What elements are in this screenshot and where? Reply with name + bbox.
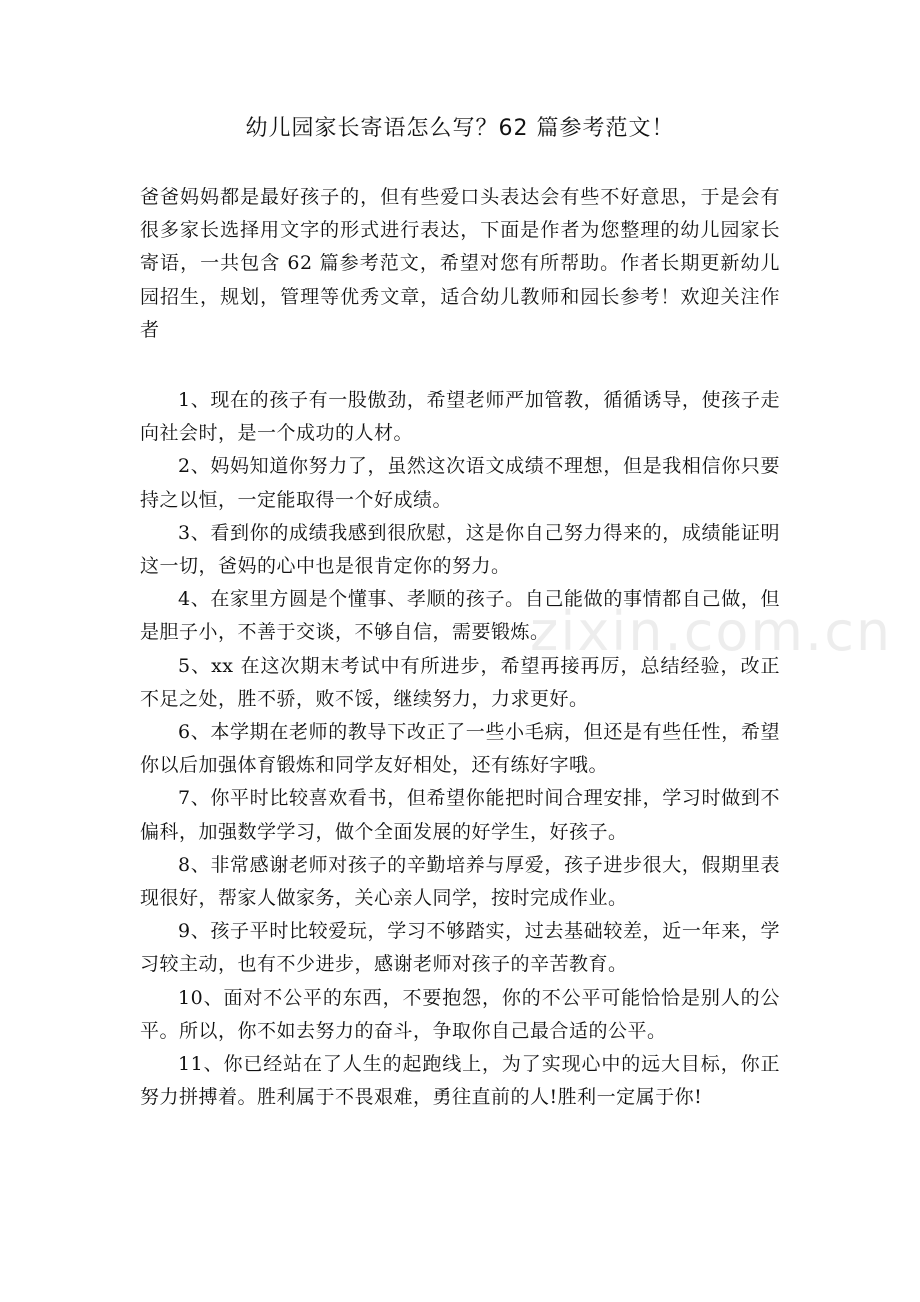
message-item: 6、本学期在老师的教导下改正了一些小毛病，但还是有些任性，希望你以后加强体育锻炼和同学友好相处，还有练好字哦。: [140, 721, 780, 777]
document-body: [140, 181, 780, 1114]
message-item: 2、妈妈知道你努力了，虽然这次语文成绩不理想，但是我相信你只要持之以恒，一定能取得一个好成绩。: [140, 455, 780, 511]
message-item: 3、看到你的成绩我感到很欣慰，这是你自己努力得来的，成绩能证明这一切，爸妈的心中也是很肯定你的努力。: [140, 521, 780, 578]
document-title: 幼儿园家长寄语怎么写？62 篇参考范文！: [245, 116, 675, 141]
message-item: 11、你已经站在了人生的起跑线上，为了实现心中的远大目标，你正努力拼搏着。胜利属于不畏艰难，勇往直前的人!胜利一定属于你!: [140, 1053, 780, 1109]
message-item: 10、面对不公平的东西，不要抱怨，你的不公平可能恰恰是别人的公平。所以，你不如去努力的奋斗，争取你自己最合适的公平。: [140, 986, 780, 1042]
message-item: 4、在家里方圆是个懂事、孝顺的孩子。自己能做的事情都自己做，但是胆子小，不善于交谈，不够自信，需要锻炼。: [140, 588, 780, 644]
message-item: 8、非常感谢老师对孩子的辛勤培养与厚爱，孩子进步很大，假期里表现很好，帮家人做家务，关心亲人同学，按时完成作业。: [140, 853, 780, 910]
message-item: 7、你平时比较喜欢看书，但希望你能把时间合理安排，学习时做到不偏科，加强数学学习，做个全面发展的好学生，好孩子。: [140, 787, 780, 843]
message-item: 1、现在的孩子有一股傲劲，希望老师严加管教，循循诱导，使孩子走向社会时，是一个成功的人材。: [140, 389, 780, 445]
message-item: 5、xx 在这次期末考试中有所进步，希望再接再厉，总结经验，改正不足之处，胜不骄，败不馁，继续努力，力求更好。: [140, 654, 780, 710]
message-item: 9、孩子平时比较爱玩，学习不够踏实，过去基础较差，近一年来，学习较主动，也有不少进步，感谢老师对孩子的辛苦教育。: [140, 920, 780, 976]
watermark: zixin.com.cn: [530, 600, 893, 663]
intro-paragraph: 爸爸妈妈都是最好孩子的，但有些爱口头表达会有些不好意思，于是会有很多家长选择用文字的形式进行表达，下面是作者为您整理的幼儿园家长寄语，一共包含 62 篇参考范文，希望对您有所帮助。作者长期更新幼儿园招生，规划，管理等优秀文章，适合幼儿教师和园长参考！欢迎关注作者: [140, 186, 780, 341]
